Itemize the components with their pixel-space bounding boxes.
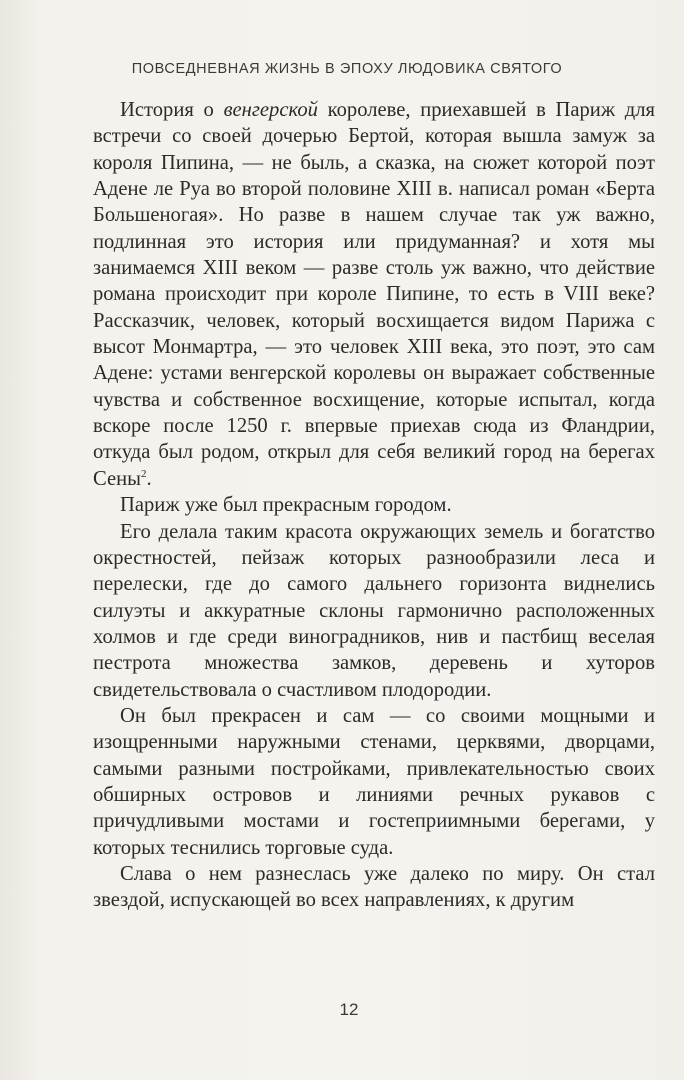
- paragraph-3: Его делала таким красота окружающих земель и богатство окрестностей, пейзаж которых разнообразили леса и перелески, где до самого дальнего горизонта виднелись силуэты и аккуратные склоны гармонично расположенных холмов и где среди виноградников, нив и пастбищ веселая пестрота множества замков, деревень и хуторов свидетельствовала о счастливом плодородии.: [93, 520, 655, 701]
- paragraph-1-start: История о: [120, 99, 224, 121]
- paragraph-2: Париж уже был прекрасным городом.: [120, 494, 452, 517]
- footnote-ref: 2: [141, 467, 147, 480]
- paragraph-1-text: королеве, приехавшей в Париж для встречи со своей дочерью Бертой, которая вышла замуж за короля Пипина, — не быль, а сказка, на сюжет которой поэт Адене ле Руа во второй половине XIII в. написал роман «Берта Большеногая». Но разве в нашем случае так уж важно, подлинная это история или придуманная? и хотя мы занимаемся XIII веком — разве столь уж важно, что действие романа происходит при короле Пипине, то есть в VIII веке? Рассказчик, человек, который восхищается видом Парижа с высот Монмартра, — это человек XIII века, это поэт, это сам Адене: устами венгерской королевы он выражает собственные чувства и собственное восхищение, которые испытал, когда вскоре после 1250 г. впервые приехав сюда из Фландрии, откуда был родом, открыл для себя великий город на берегах Сены: [93, 99, 656, 490]
- paragraph-1-italic: венгерской: [223, 99, 318, 121]
- running-head: ПОВСЕДНЕВНАЯ ЖИЗНЬ В ЭПОХУ ЛЮДОВИКА СВЯТОГО: [131, 61, 563, 77]
- page-number: 12: [339, 1000, 359, 1019]
- paragraph-4: Он был прекрасен и сам — со своими мощными и изощренными наружными стенами, церквями, дворцами, самыми разными постройками, привлекательностью своих обширных островов и линиями речных рукавов с причудливыми мостами и гостеприимными берегами, у которых теснились торговые суда.: [93, 704, 655, 859]
- paragraph-5: Слава о нем разнеслась уже далеко по миру. Он стал звездой, испускающей во всех направлениях, к другим: [93, 862, 655, 912]
- paragraph-1: [93, 97, 655, 492]
- paragraph-1-end: .: [146, 467, 152, 490]
- body-text: [93, 97, 655, 914]
